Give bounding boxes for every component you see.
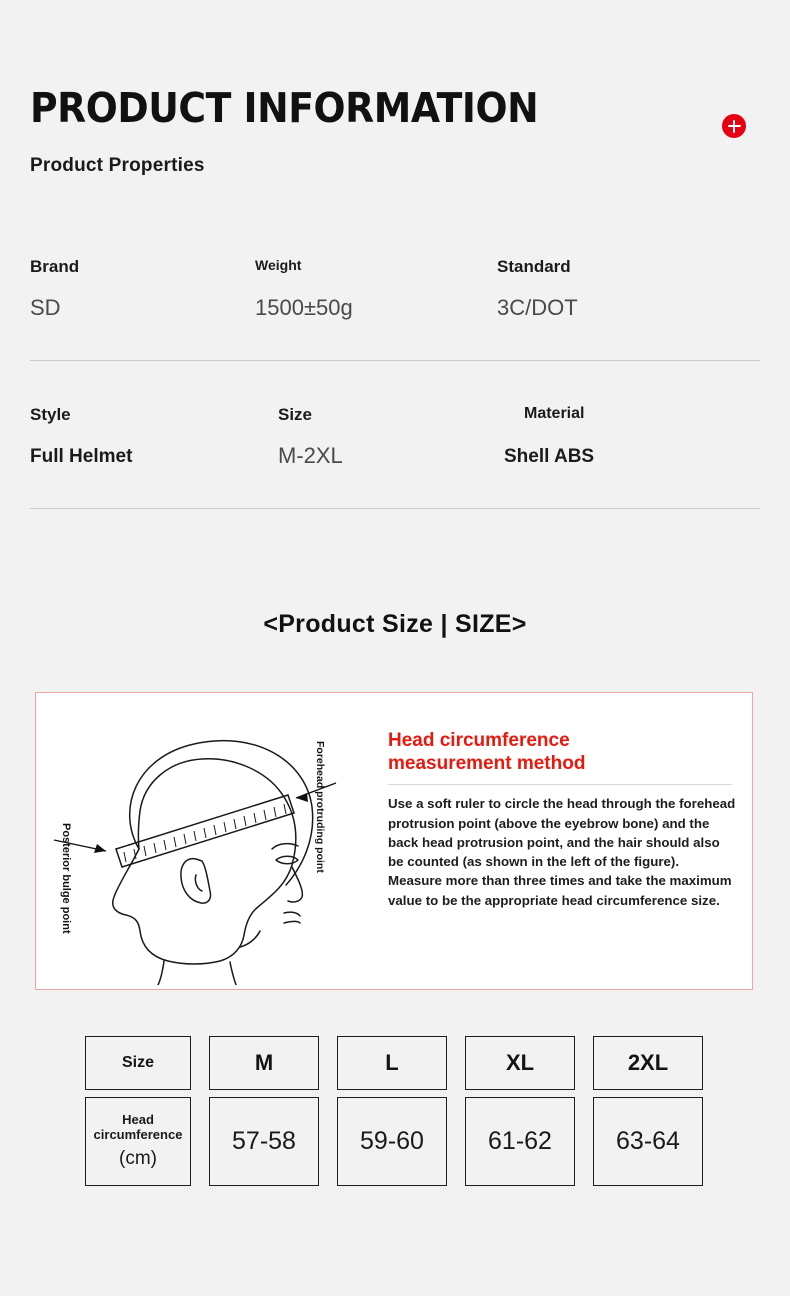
label-forehead-protruding-point: Forehead protruding point	[314, 741, 326, 873]
size-value-m: 57-58	[209, 1097, 319, 1186]
size-chart-header-size: Size	[85, 1036, 191, 1090]
size-chart-header-circumference	[85, 1097, 191, 1186]
measurement-method-title-line2: measurement method	[388, 753, 586, 775]
head-diagram-icon	[44, 699, 388, 985]
size-chart-column-2xl	[593, 1036, 703, 1186]
size-chart-column-xl	[465, 1036, 575, 1186]
header	[30, 84, 760, 177]
measurement-method-title-line1: Head circumference	[388, 730, 570, 751]
divider-2	[30, 508, 760, 509]
product-properties-table	[30, 255, 760, 491]
measurement-method-body: Use a soft ruler to circle the head through the forehead protrusion point (above the eyebrow bone) and the back head protrusion point, and the hair should also be counted (as shown in the left of the figure). Measure more than three times and take the maximum value to be the appropriate head circumference size.	[388, 796, 736, 908]
property-label-row-1	[30, 255, 760, 295]
page-title: PRODUCT INFORMATION	[30, 84, 539, 132]
head-measurement-figure	[35, 692, 753, 990]
label-standard: Standard	[497, 257, 571, 276]
property-value-row-1	[30, 295, 760, 343]
size-label-2xl: 2XL	[593, 1036, 703, 1090]
divider-1	[30, 360, 760, 361]
label-weight: Weight	[255, 257, 302, 273]
property-block-2	[30, 403, 760, 491]
plus-icon[interactable]	[722, 114, 746, 138]
value-standard: 3C/DOT	[497, 295, 578, 320]
value-size: M-2XL	[278, 443, 343, 468]
label-style: Style	[30, 405, 71, 424]
label-brand: Brand	[30, 257, 80, 276]
value-weight: 1500±50g	[255, 295, 353, 320]
size-label-l: L	[337, 1036, 447, 1090]
value-brand: SD	[30, 295, 61, 320]
size-value-l: 59-60	[337, 1097, 447, 1186]
measurement-method-text	[388, 729, 736, 910]
property-block-1	[30, 255, 760, 343]
size-label-m: M	[209, 1036, 319, 1090]
product-size-heading: <Product Size | SIZE>	[263, 610, 527, 638]
property-value-row-2	[30, 443, 760, 491]
size-label-xl: XL	[465, 1036, 575, 1090]
circumference-label-line2: circumference	[93, 1126, 183, 1142]
size-chart-table	[85, 1036, 703, 1186]
size-value-2xl: 63-64	[593, 1097, 703, 1186]
value-material: Shell ABS	[504, 446, 595, 467]
measurement-method-title	[388, 729, 736, 775]
circumference-label-line1: Head	[122, 1112, 154, 1128]
size-chart-row-headers	[85, 1036, 191, 1186]
value-style: Full Helmet	[30, 446, 133, 467]
circumference-unit: (cm)	[119, 1147, 157, 1169]
size-chart-column-m	[209, 1036, 319, 1186]
label-material: Material	[524, 405, 585, 422]
label-size: Size	[278, 405, 313, 424]
property-label-row-2	[30, 403, 760, 443]
plus-icon-vertical-bar	[733, 120, 736, 133]
size-chart-column-l	[337, 1036, 447, 1186]
section-subtitle: Product Properties	[30, 155, 205, 176]
text-divider	[388, 784, 732, 785]
size-value-xl: 61-62	[465, 1097, 575, 1186]
label-posterior-bulge-point: Posterior bulge point	[60, 823, 72, 934]
